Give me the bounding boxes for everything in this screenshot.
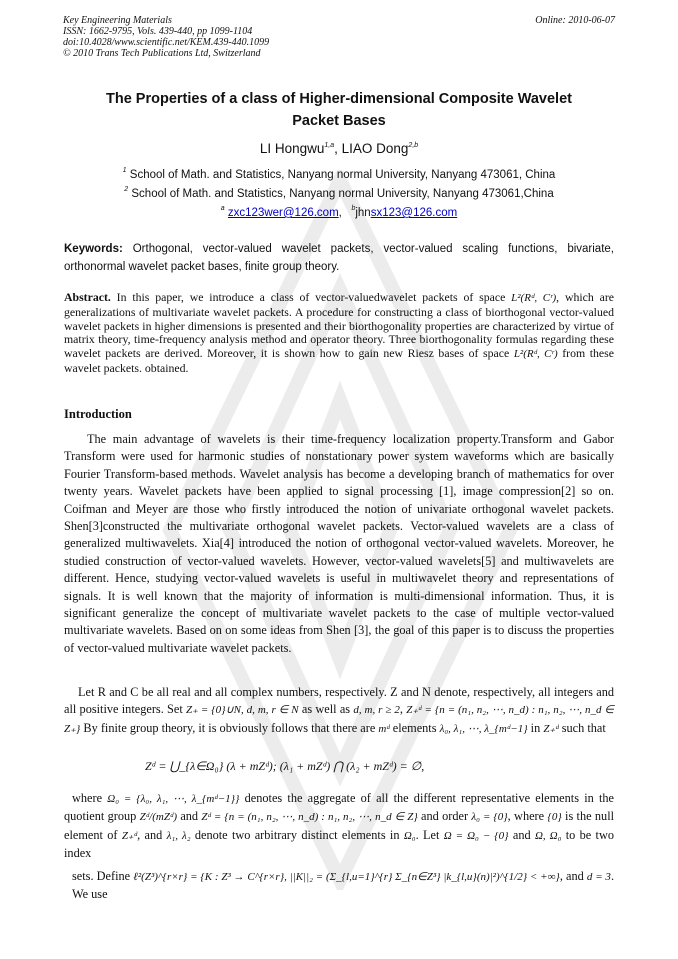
para3-math-11: Ω, Ω₀	[534, 829, 562, 842]
para3-text-1: where	[72, 791, 108, 805]
para3-text-6: is the null element of	[64, 809, 615, 842]
journal-header	[63, 15, 615, 59]
para2-math-5: λ₀, λ₁, ⋯, λ_{mᵈ−1}	[439, 722, 528, 735]
para2-text-6: in	[527, 720, 544, 735]
abstract-text-1: In this paper, we introduce a class of vector-valuedwavelet packets of space	[110, 290, 512, 304]
email-a-sup: a	[220, 205, 225, 212]
abstract-label: Abstract.	[64, 290, 111, 304]
para2-text-2: as well as	[298, 702, 354, 717]
para3-math-5: λ₀ = {0}	[471, 811, 508, 824]
author-2: LIAO Dong	[341, 141, 409, 156]
author-1: LI Hongwu	[259, 141, 325, 156]
para3-text-7: , and	[137, 827, 167, 842]
para2-text-4: By finite group theory, it is obviously follows that there are	[80, 720, 379, 735]
para3-text-10: and	[508, 827, 535, 842]
para3-text-9: . Let	[415, 827, 444, 842]
para2-math-6: Z₊ᵈ	[543, 722, 559, 735]
para3-text-4: and order	[417, 809, 472, 824]
paper-title	[60, 88, 618, 132]
email-b-link[interactable]: sx123@126.com	[370, 207, 458, 219]
para3-text-5: , where	[507, 809, 548, 824]
author-separator: ,	[334, 141, 342, 156]
abstract-space-2: L²(Rᵈ, Cʳ)	[513, 348, 558, 361]
para3-math-2: Zᵈ/(mZᵈ)	[139, 811, 178, 824]
para4-text-3: . We use	[72, 869, 615, 902]
issn-line: ISSN: 1662-9795, Vols. 439-440, pp 1099-1104	[63, 26, 253, 37]
abstract-space-1: L²(Rᵈ, Cʳ)	[511, 292, 557, 304]
keywords-section	[64, 240, 614, 276]
para3-text-11: to be two index	[64, 827, 615, 861]
para2-math-4: mᵈ	[378, 722, 390, 735]
intro-paragraph-1: The main advantage of wavelets is their time-frequency localization property.Transform and Gabor Transform were used for harmonic studies of nonstationary power system waveforms which are basically Fourier Transform-based methods. Wavelet analysis has become a developing branch of mathematics for over twenty years. Wavelet packets have been applied to signal processing [1], image compression[2] so on. Coifman and Meyer are those who firstly introduced the notion of univariate orthogonal wavelet packets. Shen[3]constructed the multivariate orthogonal wavelet packets. Vector-valued wavelets are a class of generalized multiwavelets. Xia[4] introduced the notion of orthogonal vector-valued wavelets. Moreover, he studied construction of vector-valued wavelets. However, vector-valued wavelets[5] and multiwavelets are different. Hence, studying vector-valued wavelets is useful in multiwavelet theory and representations of signals. It is well known that the majority of information is multi-dimensional information. Thus, it is significant generalize the concept of multivariate wavelet packets to the case of multiple vector-valued multivariate wavelets. Based on on some ideas from Shen [3], the goal of this paper is to discuss the properties of vector-valued multivariate wavelet packets.	[64, 432, 614, 655]
para2-math-3: Z₊ᵈ = {n = (n₁, n₂, ⋯, n_d) : n₁, n₂, ⋯, n_d ∈ Z₊}	[64, 704, 614, 735]
aff-2-text: School of Math. and Statistics, Nanyang normal University, Nanyang 473061,China	[131, 188, 554, 200]
para2-text-1: Let R and C be all real and all complex numbers, respectively. Z and N denote, respectively, all integers and all positive integers. Set	[64, 685, 614, 717]
para3-math-10: Ω = Ω₀ − {0}	[443, 829, 509, 842]
para3-math-6: {0}	[547, 811, 562, 824]
para2-math-2: d, m, r ≥ 2	[353, 704, 400, 717]
abstract-text-3: from these wavelet packets. obtained.	[64, 346, 614, 375]
para3-math-1: Ω₀ = {λ₀, λ₁, ⋯, λ_{mᵈ−1}}	[107, 793, 240, 805]
aff-2-num: 2	[124, 186, 129, 193]
abstract-section	[64, 291, 614, 376]
online-date: Online: 2010-06-07	[535, 15, 615, 26]
para3-math-9: Ω₀	[403, 829, 416, 842]
author-1-sup: 1,a	[324, 142, 335, 149]
affiliation-2	[0, 186, 678, 200]
email-b-prefix: jhn	[355, 207, 371, 219]
para3-math-7: Z₊ᵈ	[121, 829, 138, 842]
display-equation: Zᵈ = ⋃_{λ∈Ω₀} (λ + mZᵈ); (λ₁ + mZᵈ) ⋂ (λ₂ + mZᵈ) = ∅,	[145, 759, 425, 773]
copyright-line: © 2010 Trans Tech Publications Ltd, Switzerland	[63, 48, 261, 59]
keywords-text: Orthogonal, vector-valued wavelet packets, vector-valued scaling functions, bivariate, orthonormal wavelet packet bases, finite group theory.	[64, 243, 614, 273]
intro-paragraph-2	[64, 684, 614, 738]
para3-math-4: n_d ∈ Z}	[375, 811, 418, 824]
para3-text-3: and	[177, 809, 202, 824]
para2-math-1: Z₊ = {0}∪N, d, m, r ∈ N	[186, 704, 299, 717]
author-line	[0, 141, 678, 156]
email-a-link[interactable]: zxc123wer@126.com	[227, 207, 339, 219]
aff-1-num: 1	[122, 167, 127, 174]
para3-text-8: denote two arbitrary distinct elements in	[190, 827, 404, 842]
para2-text-7: such that	[558, 720, 606, 735]
author-2-sup: 2,b	[408, 142, 419, 149]
aff-1-text: School of Math. and Statistics, Nanyang normal University, Nanyang 473061, China	[129, 169, 556, 181]
keywords-label: Keywords:	[64, 243, 123, 255]
doi-line: doi:10.4028/www.scientific.net/KEM.439-440.1099	[63, 37, 270, 48]
para4-math-1: ℓ²(Z³)^{r×r} = {K : Z³ → C^{r×r}, ||K||₂ = (Σ_{l,u=1}^{r} Σ_{n∈Z³} |k_{l,u}(n)|²)^{1/2} < +∞}	[133, 871, 560, 883]
para3-math-8: λ₁, λ₂	[166, 829, 191, 842]
para4-text-1: sets. Define	[72, 869, 134, 883]
para2-text-5: elements	[389, 720, 440, 735]
title-line-1: The Properties of a class of Higher-dimensional Composite Wavelet	[106, 91, 572, 107]
abstract-text-2: , which are generalizations of multivariate wavelet packets. A procedure for constructing a class of biorthogonal vector-valued wavelet packets in higher dimensions is presented and their biorthogonality properties are characterized by virtue of matrix theory, time-frequency analysis method and operator theory. Three biorthogonality formulas regarding these wavelet packets are derived. Moreover, it is shown how to gain new Riesz bases of space	[64, 290, 615, 361]
intro-paragraph-4	[72, 868, 614, 904]
para3-math-3: Zᵈ = {n = (n₁, n₂, ⋯, n_d) : n₁, n₂, ⋯,	[201, 811, 372, 824]
para4-math-2: d = 3	[586, 871, 611, 883]
introduction-heading: Introduction	[64, 407, 132, 421]
email-line: $^a$ zxc123wer@126.com, $^b$jhnsx123@126.com	[220, 205, 458, 219]
para2-text-3: ,	[399, 702, 407, 717]
title-line-2: Packet Bases	[292, 113, 386, 129]
email-b-sup: b	[351, 205, 356, 212]
journal-name: Key Engineering Materials	[63, 15, 172, 26]
intro-paragraph-3	[64, 790, 614, 863]
para3-text-2: denotes the aggregate of all the different representative elements in the quotient group	[64, 791, 614, 824]
para4-text-2: , and	[559, 869, 587, 883]
affiliation-1	[0, 167, 678, 181]
